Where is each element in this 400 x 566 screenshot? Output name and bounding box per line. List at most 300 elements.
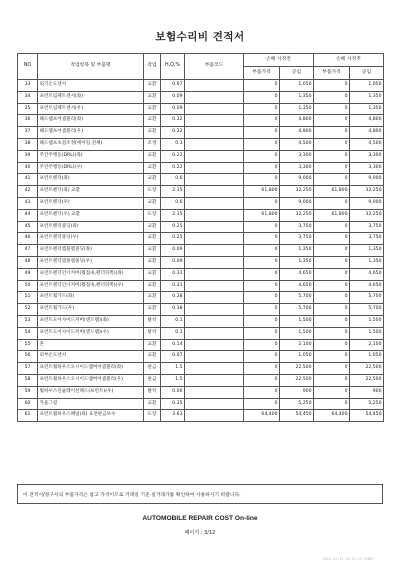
cell-op: 교환 <box>144 304 161 316</box>
cell-item: 외기온도센서 <box>38 80 144 92</box>
cell-p1: 0 <box>244 398 280 410</box>
cell-p2: 61,800 <box>314 186 350 198</box>
header-before-price: 부품가격 <box>244 67 280 80</box>
cell-p1: 0 <box>244 339 280 351</box>
cell-op: 교환 <box>144 221 161 233</box>
cell-no: 34 <box>18 91 38 103</box>
cell-code <box>185 339 244 351</box>
cell-p2: 0 <box>314 115 350 127</box>
cell-code <box>185 174 244 186</box>
cell-op: 탈착 <box>144 327 161 339</box>
cell-hrs: 0.6 <box>161 174 185 186</box>
cell-op: 도장 <box>144 186 161 198</box>
cell-p2: 0 <box>314 127 350 139</box>
table-row <box>18 268 384 280</box>
cell-p1: 0 <box>244 221 280 233</box>
cell-op: 교환 <box>144 245 161 257</box>
cell-l1: 1,050 <box>280 351 314 363</box>
cell-op: 교환 <box>144 351 161 363</box>
table-row <box>18 363 384 375</box>
cell-l1: 5,700 <box>280 292 314 304</box>
cell-no: 47 <box>18 245 38 257</box>
cell-l1: 1,350 <box>280 245 314 257</box>
cell-hrs: 0.31 <box>161 268 185 280</box>
cell-l2: 5,250 <box>350 398 384 410</box>
cell-no: 43 <box>18 197 38 209</box>
table-row <box>18 386 384 398</box>
cell-item: 외부온도센서 <box>38 351 144 363</box>
cell-l2: 1,050 <box>350 351 384 363</box>
cell-code <box>185 103 244 115</box>
table-row <box>18 256 384 268</box>
table-row <box>18 103 384 115</box>
cell-no: 48 <box>18 256 38 268</box>
cell-l2: 1,350 <box>350 103 384 115</box>
cell-code <box>185 115 244 127</box>
cell-p1: 0 <box>244 197 280 209</box>
cell-no: 60 <box>18 398 38 410</box>
cell-p2: 0 <box>314 315 350 327</box>
cell-hrs: 0.31 <box>161 280 185 292</box>
cell-hrs: 0.38 <box>161 304 185 316</box>
cell-hrs: 0.1 <box>161 327 185 339</box>
table-row <box>18 138 384 150</box>
table-row <box>18 315 384 327</box>
table-row <box>18 91 384 103</box>
cell-l2: 3,300 <box>350 162 384 174</box>
cell-hrs: 0.6 <box>161 197 185 209</box>
cell-item: 헤드램프어셈블리(우) <box>38 127 144 139</box>
cell-code <box>185 150 244 162</box>
cell-l1: 9,000 <box>280 197 314 209</box>
cell-item: 프런트휠하우스오시이드앰버어셈블리(우) <box>38 374 144 386</box>
cell-code <box>185 209 244 221</box>
table-row <box>18 174 384 186</box>
cell-hrs: 0.25 <box>161 233 185 245</box>
cell-hrs: 1.5 <box>161 363 185 375</box>
cell-no: 38 <box>18 138 38 150</box>
cell-no: 33 <box>18 80 38 92</box>
cell-op: 교환 <box>144 103 161 115</box>
cell-p2: 0 <box>314 339 350 351</box>
cell-item: 프런트임팩트센서(우) <box>38 103 144 115</box>
cell-p2: 0 <box>314 150 350 162</box>
table-row <box>18 327 384 339</box>
cell-item: 프런트펜더몰딩(좌) <box>38 221 144 233</box>
cell-p1: 0 <box>244 292 280 304</box>
header-after: 손해 사정후 <box>314 54 384 67</box>
cell-p1: 0 <box>244 127 280 139</box>
cell-l2: 1,500 <box>350 315 384 327</box>
cell-hrs: 0.14 <box>161 339 185 351</box>
cell-item: 프런트펜더(우) <box>38 197 144 209</box>
cell-p2: 0 <box>314 174 350 186</box>
cell-no: 59 <box>18 386 38 398</box>
cell-item: 헤드램프초점조정(에이밍,전체) <box>38 138 144 150</box>
cell-l1: 3,300 <box>280 162 314 174</box>
cell-p1: 0 <box>244 162 280 174</box>
cell-p1: 0 <box>244 386 280 398</box>
cell-l2: 1,350 <box>350 245 384 257</box>
cell-l1: 22,500 <box>280 363 314 375</box>
cell-no: 45 <box>18 221 38 233</box>
cell-op: 교환 <box>144 162 161 174</box>
cell-l1: 4,650 <box>280 268 314 280</box>
cell-p1: 0 <box>244 327 280 339</box>
cell-item: 프런트펜더몰딩(우) <box>38 233 144 245</box>
header-before-labor: 공임 <box>280 67 314 80</box>
estimate-table <box>17 53 384 422</box>
cell-l1: 3,750 <box>280 233 314 245</box>
cell-l2: 1,350 <box>350 91 384 103</box>
cell-l1: 1,350 <box>280 256 314 268</box>
cell-l2: 1,350 <box>350 256 384 268</box>
cell-op: 교환 <box>144 91 161 103</box>
cell-item: 프런트휠하우스패널(좌) 표면판금보수 <box>38 410 144 422</box>
cell-hrs: 2.15 <box>161 186 185 198</box>
cell-p2: 0 <box>314 292 350 304</box>
cell-p2: 0 <box>314 103 350 115</box>
cell-op: 도장 <box>144 410 161 422</box>
cell-p2: 0 <box>314 80 350 92</box>
cell-l1: 3,750 <box>280 221 314 233</box>
cell-p1: 0 <box>244 245 280 257</box>
table-row <box>18 351 384 363</box>
cell-code <box>185 398 244 410</box>
cell-l2: 4,800 <box>350 127 384 139</box>
cell-no: 37 <box>18 127 38 139</box>
cell-code <box>185 410 244 422</box>
cell-l1: 4,800 <box>280 127 314 139</box>
cell-item: 프런트펜더인너커버(휠접속,펜더뒤쪽)(좌) <box>38 268 144 280</box>
cell-op: 교환 <box>144 256 161 268</box>
document-title: 보험수리비 견적서 <box>155 31 245 43</box>
cell-hrs: 0.32 <box>161 115 185 127</box>
cell-item: 프런트펜더(좌) <box>38 174 144 186</box>
cell-l2: 3,300 <box>350 150 384 162</box>
cell-l2: 22,500 <box>350 374 384 386</box>
table-row <box>18 292 384 304</box>
cell-code <box>185 292 244 304</box>
cell-l2: 3,750 <box>350 233 384 245</box>
table-row <box>18 280 384 292</box>
table-row <box>18 115 384 127</box>
cell-no: 35 <box>18 103 38 115</box>
cell-op: 교환 <box>144 268 161 280</box>
page-number: 페이지 : 3/12 <box>184 530 216 536</box>
cell-no: 56 <box>18 351 38 363</box>
cell-l2: 54,450 <box>350 410 384 422</box>
cell-l2: 1,050 <box>350 80 384 92</box>
cell-op: 교환 <box>144 174 161 186</box>
table-row <box>18 209 384 221</box>
cell-p2: 0 <box>314 91 350 103</box>
cell-item: 카울그릴 <box>38 398 144 410</box>
cell-p1: 0 <box>244 115 280 127</box>
cell-code <box>185 256 244 268</box>
cell-p2: 0 <box>314 221 350 233</box>
cell-hrs: 0.09 <box>161 91 185 103</box>
cell-no: 44 <box>18 209 38 221</box>
cell-l1: 1,500 <box>280 315 314 327</box>
print-stamp: 2024-03-11 10:16:39 KSB07 <box>322 557 374 561</box>
cell-no: 50 <box>18 280 38 292</box>
header-no: NO <box>18 54 38 80</box>
cell-code <box>185 245 244 257</box>
cell-code <box>185 327 244 339</box>
cell-l1: 5,250 <box>280 398 314 410</box>
header-before: 손해 사정전 <box>244 54 314 67</box>
cell-p1: 0 <box>244 304 280 316</box>
cell-l1: 9,000 <box>280 174 314 186</box>
cell-p2: 0 <box>314 363 350 375</box>
disclaimer-note: 이 견적서/청구서의 부품가격은 참고 가격이므로 거래일 기준 실거래가를 확인하여 사용하시기 바랍니다. <box>17 484 383 504</box>
table-row <box>18 374 384 386</box>
cell-no: 39 <box>18 150 38 162</box>
cell-p1: 61,800 <box>244 186 280 198</box>
cell-code <box>185 280 244 292</box>
cell-p2: 0 <box>314 351 350 363</box>
cell-item: 프런트도어사이드커버(앤드램)(우) <box>38 327 144 339</box>
cell-op: 교환 <box>144 398 161 410</box>
cell-p2: 61,800 <box>314 209 350 221</box>
cell-code <box>185 386 244 398</box>
header-after-labor: 공임 <box>350 67 384 80</box>
cell-hrs: 0.38 <box>161 292 185 304</box>
cell-no: 58 <box>18 374 38 386</box>
cell-p2: 64,400 <box>314 410 350 422</box>
cell-hrs: 0.1 <box>161 315 185 327</box>
cell-p1: 0 <box>244 280 280 292</box>
cell-p2: 0 <box>314 233 350 245</box>
cell-item: 프런트펜더인너커버(휠접속,펜더뒤쪽)(우) <box>38 280 144 292</box>
header-hrs: H,Q,% <box>161 54 185 80</box>
footer-brand: AUTOMOBILE REPAIR COST On-line <box>142 515 258 522</box>
cell-p2: 0 <box>314 245 350 257</box>
cell-no: 42 <box>18 186 38 198</box>
cell-op: 교환 <box>144 127 161 139</box>
cell-l2: 3,750 <box>350 221 384 233</box>
cell-code <box>185 186 244 198</box>
cell-l2: 9,000 <box>350 197 384 209</box>
cell-code <box>185 162 244 174</box>
cell-item: 프런트휠가드(좌) <box>38 292 144 304</box>
cell-l1: 5,700 <box>280 304 314 316</box>
cell-item: 헤드램프어셈블리(좌) <box>38 115 144 127</box>
cell-no: 40 <box>18 162 38 174</box>
table-row <box>18 197 384 209</box>
cell-code <box>185 304 244 316</box>
cell-p2: 0 <box>314 256 350 268</box>
table-row <box>18 162 384 174</box>
cell-l2: 1,500 <box>350 327 384 339</box>
cell-code <box>185 127 244 139</box>
cell-item: 프런트펜더(우) 교환 <box>38 209 144 221</box>
cell-op: 교환 <box>144 150 161 162</box>
cell-p1: 0 <box>244 256 280 268</box>
cell-l1: 1,500 <box>280 327 314 339</box>
cell-code <box>185 91 244 103</box>
table-row <box>18 233 384 245</box>
cell-l1: 4,800 <box>280 115 314 127</box>
table-row <box>18 127 384 139</box>
cell-p2: 0 <box>314 374 350 386</box>
cell-p2: 0 <box>314 327 350 339</box>
cell-hrs: 0.22 <box>161 150 185 162</box>
cell-no: 36 <box>18 115 38 127</box>
cell-code <box>185 268 244 280</box>
cell-l1: 22,500 <box>280 374 314 386</box>
cell-hrs: 0.07 <box>161 351 185 363</box>
header-code: 부품코드 <box>185 54 244 80</box>
cell-op: 교환 <box>144 339 161 351</box>
cell-no: 55 <box>18 339 38 351</box>
cell-l1: 1,050 <box>280 80 314 92</box>
cell-hrs: 1.5 <box>161 374 185 386</box>
cell-p2: 0 <box>314 268 350 280</box>
cell-l2: 9,000 <box>350 174 384 186</box>
cell-l2: 4,650 <box>350 268 384 280</box>
cell-no: 49 <box>18 268 38 280</box>
cell-p1: 64,400 <box>244 410 280 422</box>
cell-p2: 0 <box>314 138 350 150</box>
cell-l2: 22,500 <box>350 363 384 375</box>
cell-item: 프런트임팩트센서(좌) <box>38 91 144 103</box>
header-op: 작업 <box>144 54 161 80</box>
cell-no: 52 <box>18 304 38 316</box>
cell-p1: 61,800 <box>244 209 280 221</box>
cell-l1: 3,300 <box>280 150 314 162</box>
cell-p2: 0 <box>314 304 350 316</box>
cell-code <box>185 315 244 327</box>
cell-no: 61 <box>18 410 38 422</box>
cell-item: 프런트도어사이드커버(앤드램)(좌) <box>38 315 144 327</box>
cell-op: 판금 <box>144 374 161 386</box>
cell-p1: 0 <box>244 91 280 103</box>
cell-item: 휠하우스인슐레이션패드(프런트)(우) <box>38 386 144 398</box>
cell-l2: 2,100 <box>350 339 384 351</box>
table-row <box>18 245 384 257</box>
cell-no: 53 <box>18 315 38 327</box>
cell-l1: 4,650 <box>280 280 314 292</box>
cell-code <box>185 221 244 233</box>
cell-op: 교환 <box>144 233 161 245</box>
cell-l1: 32,250 <box>280 209 314 221</box>
cell-op: 교환 <box>144 115 161 127</box>
table-row <box>18 150 384 162</box>
cell-item: 프런트펜더(좌) 교환 <box>38 186 144 198</box>
cell-op: 교환 <box>144 280 161 292</box>
table-row <box>18 221 384 233</box>
cell-l1: 900 <box>280 386 314 398</box>
cell-op: 조정 <box>144 138 161 150</box>
cell-hrs: 0.32 <box>161 127 185 139</box>
cell-p2: 0 <box>314 386 350 398</box>
cell-p1: 0 <box>244 374 280 386</box>
cell-code <box>185 80 244 92</box>
cell-p2: 0 <box>314 162 350 174</box>
table-row <box>18 80 384 92</box>
cell-code <box>185 363 244 375</box>
cell-l2: 4,800 <box>350 115 384 127</box>
table-row <box>18 398 384 410</box>
table-row <box>18 186 384 198</box>
cell-op: 탈착 <box>144 386 161 398</box>
cell-l1: 2,100 <box>280 339 314 351</box>
cell-hrs: 0.09 <box>161 256 185 268</box>
cell-item: 주간주행등(DRL)(우) <box>38 162 144 174</box>
cell-no: 46 <box>18 233 38 245</box>
cell-code <box>185 138 244 150</box>
cell-l2: 4,500 <box>350 138 384 150</box>
cell-hrs: 0.35 <box>161 398 185 410</box>
cell-code <box>185 233 244 245</box>
cell-l1: 32,250 <box>280 186 314 198</box>
cell-item: 프런트펜더엠블렘몰딩(좌) <box>38 245 144 257</box>
cell-no: 51 <box>18 292 38 304</box>
cell-hrs: 0.09 <box>161 103 185 115</box>
cell-p1: 0 <box>244 351 280 363</box>
cell-op: 판금 <box>144 363 161 375</box>
cell-item: 주간주행등(DRL)(좌) <box>38 150 144 162</box>
header-after-price: 부품가격 <box>314 67 350 80</box>
cell-no: 57 <box>18 363 38 375</box>
cell-op: 교환 <box>144 80 161 92</box>
cell-hrs: 0.09 <box>161 245 185 257</box>
cell-p1: 0 <box>244 315 280 327</box>
cell-p1: 0 <box>244 174 280 186</box>
cell-l1: 54,450 <box>280 410 314 422</box>
cell-op: 교환 <box>144 197 161 209</box>
cell-p1: 0 <box>244 233 280 245</box>
cell-hrs: 2.15 <box>161 209 185 221</box>
cell-op: 교환 <box>144 292 161 304</box>
cell-l2: 5,700 <box>350 292 384 304</box>
cell-p1: 0 <box>244 103 280 115</box>
cell-hrs: 0.22 <box>161 162 185 174</box>
cell-item: 프런트휠가드(우) <box>38 304 144 316</box>
cell-p1: 0 <box>244 363 280 375</box>
table-row <box>18 339 384 351</box>
cell-hrs: 3.63 <box>161 410 185 422</box>
header-item: 작업항목 및 부품명 <box>38 54 144 80</box>
cell-l1: 1,350 <box>280 91 314 103</box>
cell-op: 도장 <box>144 209 161 221</box>
cell-no: 54 <box>18 327 38 339</box>
cell-hrs: 0.25 <box>161 221 185 233</box>
cell-hrs: 0.07 <box>161 80 185 92</box>
cell-item: 혼 <box>38 339 144 351</box>
cell-l2: 900 <box>350 386 384 398</box>
cell-code <box>185 197 244 209</box>
cell-l2: 32,250 <box>350 186 384 198</box>
cell-item: 프런트펜더엠블렘몰딩(우) <box>38 256 144 268</box>
cell-l2: 5,700 <box>350 304 384 316</box>
cell-l1: 4,500 <box>280 138 314 150</box>
cell-p1: 0 <box>244 268 280 280</box>
cell-p2: 0 <box>314 280 350 292</box>
cell-code <box>185 374 244 386</box>
cell-no: 41 <box>18 174 38 186</box>
table-row <box>18 304 384 316</box>
cell-hrs: 0.06 <box>161 386 185 398</box>
cell-p1: 0 <box>244 138 280 150</box>
cell-p1: 0 <box>244 150 280 162</box>
table-row <box>18 410 384 422</box>
cell-p1: 0 <box>244 80 280 92</box>
cell-p2: 0 <box>314 398 350 410</box>
cell-l2: 4,650 <box>350 280 384 292</box>
